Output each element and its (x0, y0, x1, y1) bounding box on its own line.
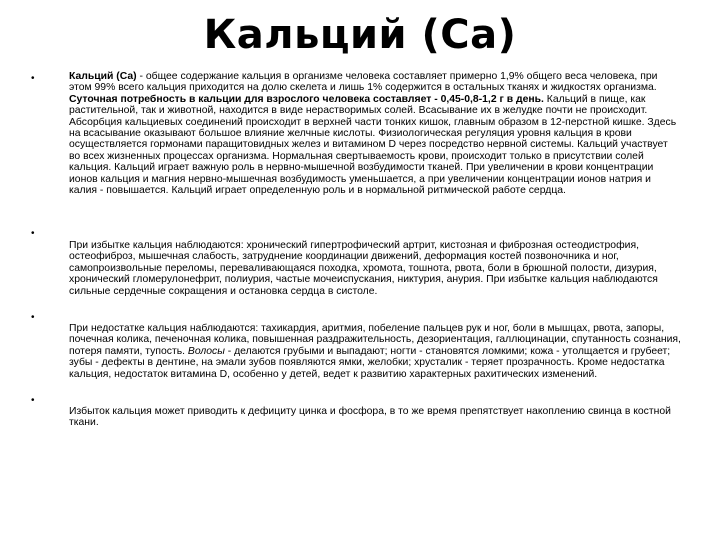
calcium-term: Кальций (Са) (69, 71, 137, 82)
bullet-2: • (31, 228, 35, 239)
paragraph-calcium-interactions: Избыток кальция может приводить к дефициту цинка и фосфора, в то же время препятствует накоплению свинца в костной ткани. (69, 406, 671, 429)
daily-requirement: Суточная потребность в кальции для взрослого человека составляет - 0,45-0,8-1,2 г в день. (69, 93, 544, 105)
slide-title: Кальций (Са) (203, 12, 517, 58)
bullet-3: • (31, 312, 35, 323)
bullet-1: • (31, 73, 35, 84)
bullet-4: • (31, 395, 35, 406)
overview-text-1: - общее содержание кальция в организме человека составляет примерно 1,9% общего веса человека, при этом 99% всего кальция приходится на долю скелета и лишь 1% содержится в остальных тканях и жидкостях организма. (69, 71, 658, 94)
overview-text-2: Кальций в пище, как растительной, так и животной, находится в виде нерастворимых солей. Всасывание их в желудке почти не происходит. Абсорбция кальциевых соединений происходит в верхней части тонких кишок, главным образом в 12-перстной кишке. Здесь на всасывание оказывают большое влияние желчные кислоты. Физиологическая регуляция уровня кальция в крови осуществляется гормонами паращитовидных желез и витамином D через посредство нервной системы. Кальций участвует во всех жизненных процессах организма. Нормальная свертываемость крови, происходит только в присутствии солей кальция. Кальций играет важную роль в нервно-мышечной возбудимости тканей. При увеличении в крови концентрации ионов кальция и магния нервно-мышечная возбудимость уменьшается, а при увеличении концентрации ионов натрия и калия - повышается. Кальций играет определенную роль и в нормальной ритмической работе сердца. (69, 93, 677, 197)
paragraph-calcium-overview (69, 71, 681, 196)
hair-term: Волосы (187, 345, 225, 357)
deficiency-text-1: При недостатке кальция наблюдаются: тахикардия, аритмия, побеление пальцев рук и ног, боли в мышцах, рвота, запоры, почечная колика, печеночная колика, повышенная раздражительность, дезориентация, галлюцинации, спутанность сознания, потеря памяти, тупость. (69, 323, 681, 357)
deficiency-text-2: - делаются грубыми и выпадают; ногти - становятся ломкими; кожа - утолщается и грубеет; зубы - дефекты в дентине, на эмали зубов появляются ямки, желобки; хрусталик - теряет прозрачность. Кроме недостатка кальция, недостаток витамина D, особенно у детей, ведет к развитию характерных рахитических изменений. (69, 345, 671, 380)
paragraph-calcium-excess: При избытке кальция наблюдаются: хронический гипертрофический артрит, кистозная и фиброзная остеодистрофия, остеофиброз, мышечная слабость, затруднение координации движений, деформация костей позвоночника и ног, самопроизвольные переломы, переваливающаяся походка, хромота, тошнота, рвота, боли в брюшной полости, дизурия, хронический гломерулонефрит, полиурия, частые мочеиспускания, никтурия, анурия. При избытке кальция наблюдаются сильные сердечные сокращения и остановка сердца в систоле. (69, 240, 658, 297)
paragraph-calcium-deficiency (69, 323, 681, 380)
